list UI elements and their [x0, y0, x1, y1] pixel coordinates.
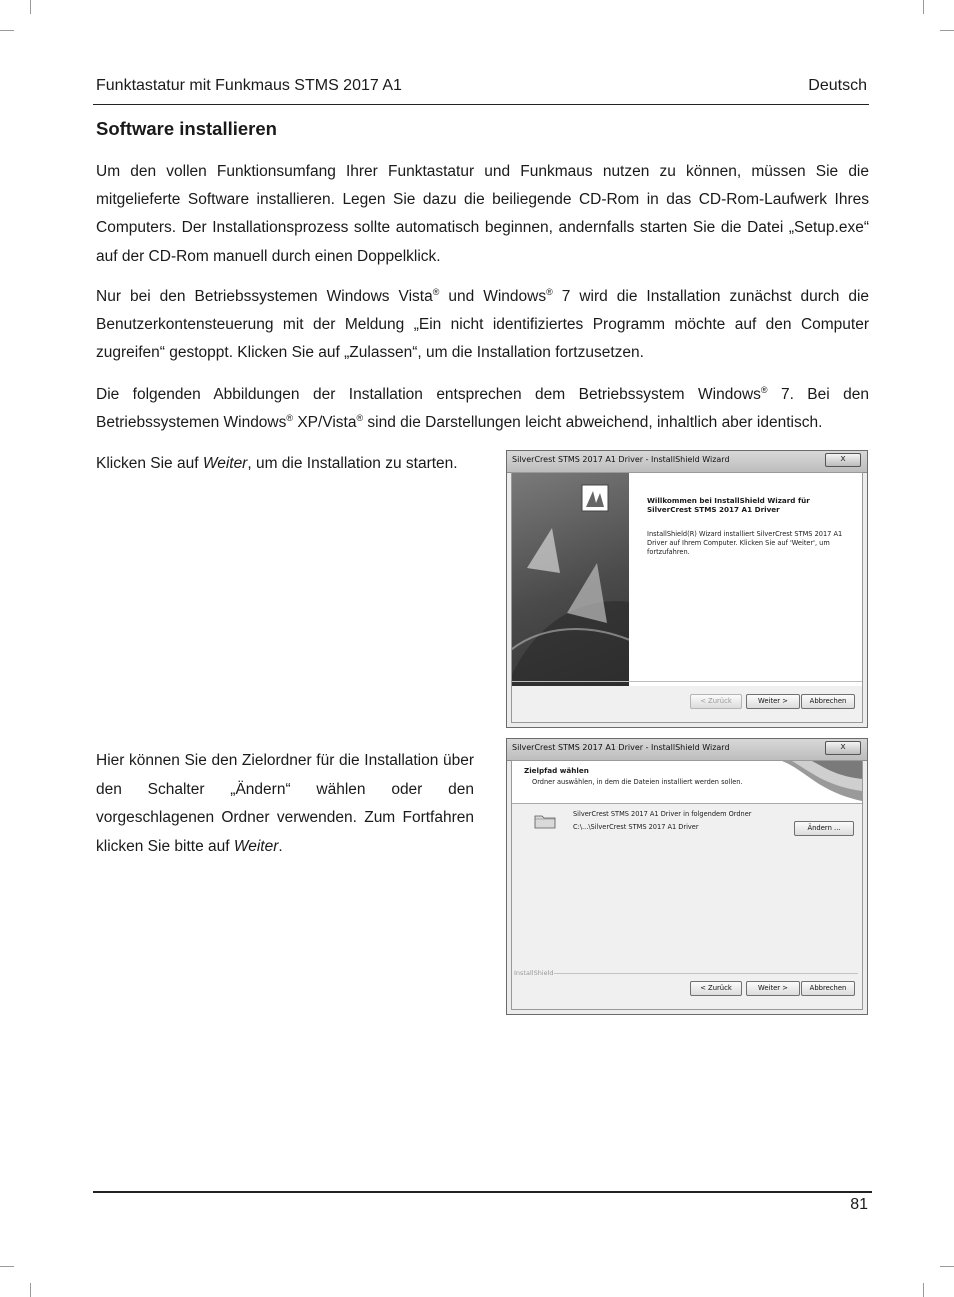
crop-mark	[0, 30, 14, 31]
crop-mark	[940, 1266, 954, 1267]
folder-icon	[534, 813, 556, 829]
banner-title: Zielpfad wählen	[524, 766, 589, 775]
wizard-client-area	[511, 760, 863, 1010]
text-run: Nur bei den Betriebssystemen Windows Vista	[96, 288, 433, 305]
back-button[interactable]: < Zurück	[690, 981, 742, 996]
text-run: Hier können Sie den Zielordner für die Installation über den Schalter „Ändern“ wählen oder den vorgeschlagenen Ordner verwenden. Zum Fortfahren klicken Sie bitte auf	[96, 752, 474, 855]
wizard-button-row	[512, 969, 862, 1009]
welcome-heading-line1: Willkommen bei InstallShield Wizard für	[647, 496, 810, 505]
crop-mark	[30, 1283, 31, 1297]
registered-mark: ®	[356, 413, 364, 424]
text-run: 7. Bei den Betriebssystemen Windows	[96, 386, 869, 432]
destination-label: SilverCrest STMS 2017 A1 Driver in folgendem Ordner	[573, 810, 752, 818]
text-run: und Windows	[439, 288, 547, 305]
window-titlebar	[507, 451, 867, 473]
wizard-welcome-screenshot	[506, 450, 868, 728]
window-title: SilverCrest STMS 2017 A1 Driver - InstallShield Wizard	[512, 455, 730, 464]
crop-mark	[923, 1283, 924, 1297]
paragraph-os-note	[96, 381, 869, 437]
next-button[interactable]: Weiter >	[746, 981, 800, 996]
wizard-button-row	[512, 681, 862, 722]
banner-swoosh-icon	[782, 761, 862, 803]
emphasis-weiter: Weiter	[233, 837, 279, 855]
step2-instruction	[96, 747, 474, 861]
swoosh-graphic-icon	[512, 473, 629, 686]
welcome-heading	[647, 496, 857, 514]
window-titlebar	[507, 739, 867, 761]
running-header-title: Funktastatur mit Funkmaus STMS 2017 A1	[96, 77, 402, 94]
registered-mark: ®	[432, 286, 440, 297]
welcome-heading-line2: SilverCrest STMS 2017 A1 Driver	[647, 505, 780, 514]
cancel-button[interactable]: Abbrechen	[801, 981, 855, 996]
paragraph-uac	[96, 283, 869, 368]
close-button[interactable]: x	[825, 453, 861, 467]
text-run: 7 wird die Installation zunächst durch die Benutzerkontensteuerung mit der Meldung „Ein nicht identifiziertes Programm möchte auf den Computer zugreifen“ gestoppt. Klicken Sie auf „Zulassen“, um die Installation fortzusetzen.	[96, 288, 870, 362]
page-number: 81	[850, 1196, 868, 1213]
wizard-side-graphic	[512, 473, 629, 686]
running-header-language: Deutsch	[808, 77, 867, 94]
wizard-banner	[512, 761, 862, 804]
crop-mark	[923, 0, 924, 14]
crop-mark	[30, 0, 31, 14]
text-run: Die folgenden Abbildungen der Installation entsprechen dem Betriebssystem Windows	[96, 386, 761, 403]
welcome-text: InstallShield(R) Wizard installiert SilverCrest STMS 2017 A1 Driver auf Ihrem Computer. Klicken Sie auf 'Weiter', um fortzufahren.	[647, 530, 843, 556]
registered-mark: ®	[760, 384, 768, 395]
registered-mark: ®	[546, 286, 553, 297]
crop-mark	[0, 1266, 14, 1267]
registered-mark: ®	[286, 413, 294, 424]
section-title: Software installieren	[96, 118, 277, 139]
text-run: .	[278, 837, 283, 855]
wizard-destination-screenshot	[506, 738, 868, 1015]
text-run: sind die Darstellungen leicht abweichend, inhaltlich aber identisch.	[363, 414, 823, 432]
next-button[interactable]: Weiter >	[746, 694, 800, 709]
installshield-label: InstallShield	[514, 969, 554, 977]
window-title: SilverCrest STMS 2017 A1 Driver - InstallShield Wizard	[512, 743, 730, 752]
destination-path: C:\...\SilverCrest STMS 2017 A1 Driver	[573, 823, 699, 831]
close-button[interactable]: x	[825, 741, 861, 755]
text-run: XP/Vista	[293, 414, 357, 432]
paragraph-intro: Um den vollen Funktionsumfang Ihrer Funktastatur und Funkmaus nutzen zu können, müssen Sie die mitgelieferte Software installieren. Legen Sie dazu die beiliegende CD-Rom in das CD-Rom-Laufwerk Ihres Computers. Der Installationsprozess sollte automatisch beginnen, andernfalls starten Sie die Datei „Setup.exe“ auf der CD-Rom manuell durch einen Doppelklick.	[96, 163, 869, 265]
text-run: , um die Installation zu starten.	[247, 455, 458, 472]
step1-instruction	[96, 450, 474, 479]
back-button[interactable]: < Zurück	[690, 694, 742, 709]
banner-subtitle: Ordner auswählen, in dem die Dateien installiert werden sollen.	[532, 778, 743, 786]
cancel-button[interactable]: Abbrechen	[801, 694, 855, 709]
footer-rule	[93, 1191, 872, 1193]
crop-mark	[940, 30, 954, 31]
header-rule	[93, 104, 869, 105]
emphasis-weiter: Weiter	[202, 455, 248, 472]
text-run: Klicken Sie auf	[96, 455, 203, 472]
change-button[interactable]: Ändern ...	[794, 821, 854, 836]
wizard-client-area	[511, 472, 863, 723]
